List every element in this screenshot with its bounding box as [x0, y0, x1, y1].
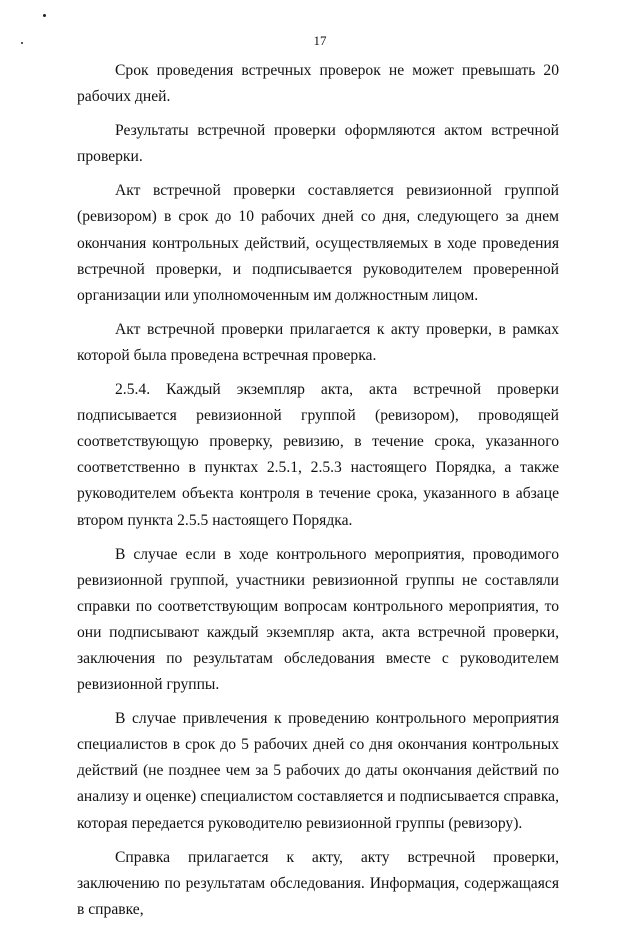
paragraph-8: Справка прилагается к акту, акту встречной проверки, заключению по результатам обследования. Информация, содержащаяся в справке,	[77, 848, 559, 918]
paragraph-6: В случае если в ходе контрольного мероприятия, проводимого ревизионной группой, участники ревизионной группы не составляли справки по соответствующим вопросам контрольного мероприятия, то они подписывают каждый экземпляр акта, акта встречной проверки, заключения по результатам обследования вместе с руководителем ревизионной группы.	[77, 545, 559, 694]
paragraph-2: Результаты встречной проверки оформляются актом встречной проверки.	[77, 122, 559, 166]
scan-speck-1	[43, 14, 46, 17]
paragraph-3: Акт встречной проверки составляется ревизионной группой (ревизором) в срок до 10 рабочих дней со дня, следующего за днем окончания контрольных действий, осуществляемых в ходе проведения встречной проверки, и подписывается руководителем проверенной организации или уполномоченным им должностным лицом.	[77, 182, 559, 304]
paragraph-4: Акт встречной проверки прилагается к акту проверки, в рамках которой была проведена встречная проверка.	[77, 320, 559, 364]
paragraph-1: Срок проведения встречных проверок не может превышать 20 рабочих дней.	[77, 62, 559, 106]
paragraph-7: В случае привлечения к проведению контрольного мероприятия специалистов в срок до 5 рабочих дней со дня окончания контрольных действий (не позднее чем за 5 рабочих до даты окончания действий по анализу и оценке) специалистом составляется и подписывается справка, которая передается руководителю ревизионной группы (ревизору).	[77, 710, 559, 832]
page-number: 17	[313, 33, 327, 48]
document-body	[77, 58, 559, 931]
paragraph-5: 2.5.4. Каждый экземпляр акта, акта встречной проверки подписывается ревизионной группой (ревизором), проводящей соответствующую проверку, ревизию, в течение срока, указанного соответственно в пунктах 2.5.1, 2.5.3 настоящего Порядка, а также руководителем объекта контроля в течение срока, указанного в абзаце втором пункта 2.5.5 настоящего Порядка.	[77, 381, 559, 529]
